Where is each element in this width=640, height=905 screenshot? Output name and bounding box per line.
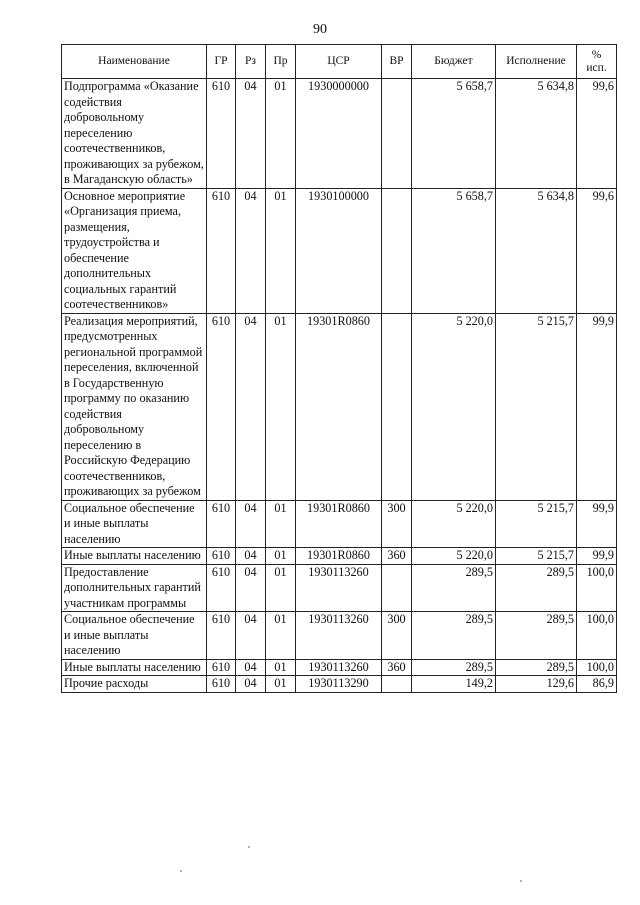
row-rz: 04 <box>236 612 266 660</box>
row-execution: 289,5 <box>496 612 577 660</box>
row-percent: 99,9 <box>577 548 617 565</box>
row-vr <box>382 313 412 500</box>
row-name: Социальное обеспечение и иные выплаты населению <box>62 612 207 660</box>
row-pr: 01 <box>266 612 296 660</box>
header-vr: ВР <box>382 45 412 79</box>
row-execution: 5 215,7 <box>496 313 577 500</box>
table-row <box>62 612 617 660</box>
row-execution: 5 634,8 <box>496 79 577 189</box>
row-name: Иные выплаты населению <box>62 659 207 676</box>
header-execution: Исполнение <box>496 45 577 79</box>
header-percent <box>577 45 617 79</box>
row-rz: 04 <box>236 676 266 693</box>
row-vr: 300 <box>382 612 412 660</box>
row-vr <box>382 564 412 612</box>
row-csr: 1930113260 <box>296 659 382 676</box>
header-gr: ГР <box>207 45 236 79</box>
row-gr: 610 <box>207 79 236 189</box>
row-percent: 86,9 <box>577 676 617 693</box>
row-name: Прочие расходы <box>62 676 207 693</box>
row-vr <box>382 79 412 189</box>
table-row <box>62 548 617 565</box>
table-header-row <box>62 45 617 79</box>
row-execution: 5 215,7 <box>496 548 577 565</box>
row-gr: 610 <box>207 548 236 565</box>
row-execution: 289,5 <box>496 564 577 612</box>
row-percent: 100,0 <box>577 612 617 660</box>
row-rz: 04 <box>236 548 266 565</box>
row-rz: 04 <box>236 188 266 313</box>
row-gr: 610 <box>207 659 236 676</box>
row-vr <box>382 676 412 693</box>
row-rz: 04 <box>236 659 266 676</box>
row-budget: 5 658,7 <box>412 188 496 313</box>
header-name: Наименование <box>62 45 207 79</box>
row-pr: 01 <box>266 659 296 676</box>
row-csr: 19301R0860 <box>296 313 382 500</box>
row-csr: 1930113260 <box>296 564 382 612</box>
row-pr: 01 <box>266 676 296 693</box>
row-gr: 610 <box>207 313 236 500</box>
row-budget: 289,5 <box>412 564 496 612</box>
row-name: Предоставление дополнительных гарантий участникам программы <box>62 564 207 612</box>
row-percent: 99,6 <box>577 79 617 189</box>
row-gr: 610 <box>207 676 236 693</box>
row-name: Иные выплаты населению <box>62 548 207 565</box>
row-name: Основное мероприятие «Организация приема, размещения, трудоустройства и обеспечение дополнительных социальных гарантий соотечественников» <box>62 188 207 313</box>
row-vr <box>382 188 412 313</box>
row-gr: 610 <box>207 500 236 548</box>
row-gr: 610 <box>207 188 236 313</box>
row-csr: 1930100000 <box>296 188 382 313</box>
row-vr: 360 <box>382 659 412 676</box>
row-budget: 5 220,0 <box>412 548 496 565</box>
row-rz: 04 <box>236 500 266 548</box>
row-execution: 289,5 <box>496 659 577 676</box>
row-budget: 5 220,0 <box>412 500 496 548</box>
row-budget: 289,5 <box>412 612 496 660</box>
row-pr: 01 <box>266 500 296 548</box>
row-budget: 5 220,0 <box>412 313 496 500</box>
row-pr: 01 <box>266 79 296 189</box>
table-row <box>62 659 617 676</box>
row-percent: 99,9 <box>577 313 617 500</box>
row-execution: 129,6 <box>496 676 577 693</box>
row-gr: 610 <box>207 612 236 660</box>
table-body <box>62 79 617 693</box>
row-name: Социальное обеспечение и иные выплаты населению <box>62 500 207 548</box>
header-percent-line2: исп. <box>586 61 607 74</box>
row-gr: 610 <box>207 564 236 612</box>
row-percent: 100,0 <box>577 659 617 676</box>
table-row <box>62 188 617 313</box>
row-pr: 01 <box>266 548 296 565</box>
header-csr: ЦСР <box>296 45 382 79</box>
header-percent-line1: % <box>591 48 602 61</box>
row-pr: 01 <box>266 564 296 612</box>
row-percent: 99,6 <box>577 188 617 313</box>
row-name: Реализация мероприятий, предусмотренных региональной программой переселения, включенной в Государственную программу по оказанию содействия добровольному переселению в Российскую Федерацию соотечественников, проживающих за рубежом <box>62 313 207 500</box>
scan-speck <box>520 880 522 882</box>
row-vr: 360 <box>382 548 412 565</box>
table-row <box>62 564 617 612</box>
page-number: 90 <box>313 22 327 37</box>
table-row <box>62 79 617 189</box>
row-vr: 300 <box>382 500 412 548</box>
row-csr: 1930113260 <box>296 612 382 660</box>
row-budget: 149,2 <box>412 676 496 693</box>
row-execution: 5 215,7 <box>496 500 577 548</box>
row-pr: 01 <box>266 313 296 500</box>
row-csr: 1930000000 <box>296 79 382 189</box>
row-name: Подпрограмма «Оказание содействия добровольному переселению соотечественников, проживающих за рубежом, в Магаданскую область» <box>62 79 207 189</box>
row-rz: 04 <box>236 313 266 500</box>
table-row <box>62 313 617 500</box>
row-csr: 1930113290 <box>296 676 382 693</box>
scan-speck <box>180 870 182 872</box>
row-budget: 289,5 <box>412 659 496 676</box>
row-csr: 19301R0860 <box>296 548 382 565</box>
table-row <box>62 500 617 548</box>
row-budget: 5 658,7 <box>412 79 496 189</box>
table-row <box>62 676 617 693</box>
scan-speck <box>248 846 250 848</box>
header-budget: Бюджет <box>412 45 496 79</box>
row-csr: 19301R0860 <box>296 500 382 548</box>
row-rz: 04 <box>236 564 266 612</box>
row-percent: 100,0 <box>577 564 617 612</box>
row-pr: 01 <box>266 188 296 313</box>
header-pr: Пр <box>266 45 296 79</box>
row-rz: 04 <box>236 79 266 189</box>
row-percent: 99,9 <box>577 500 617 548</box>
header-rz: Рз <box>236 45 266 79</box>
row-execution: 5 634,8 <box>496 188 577 313</box>
budget-table <box>61 44 617 693</box>
